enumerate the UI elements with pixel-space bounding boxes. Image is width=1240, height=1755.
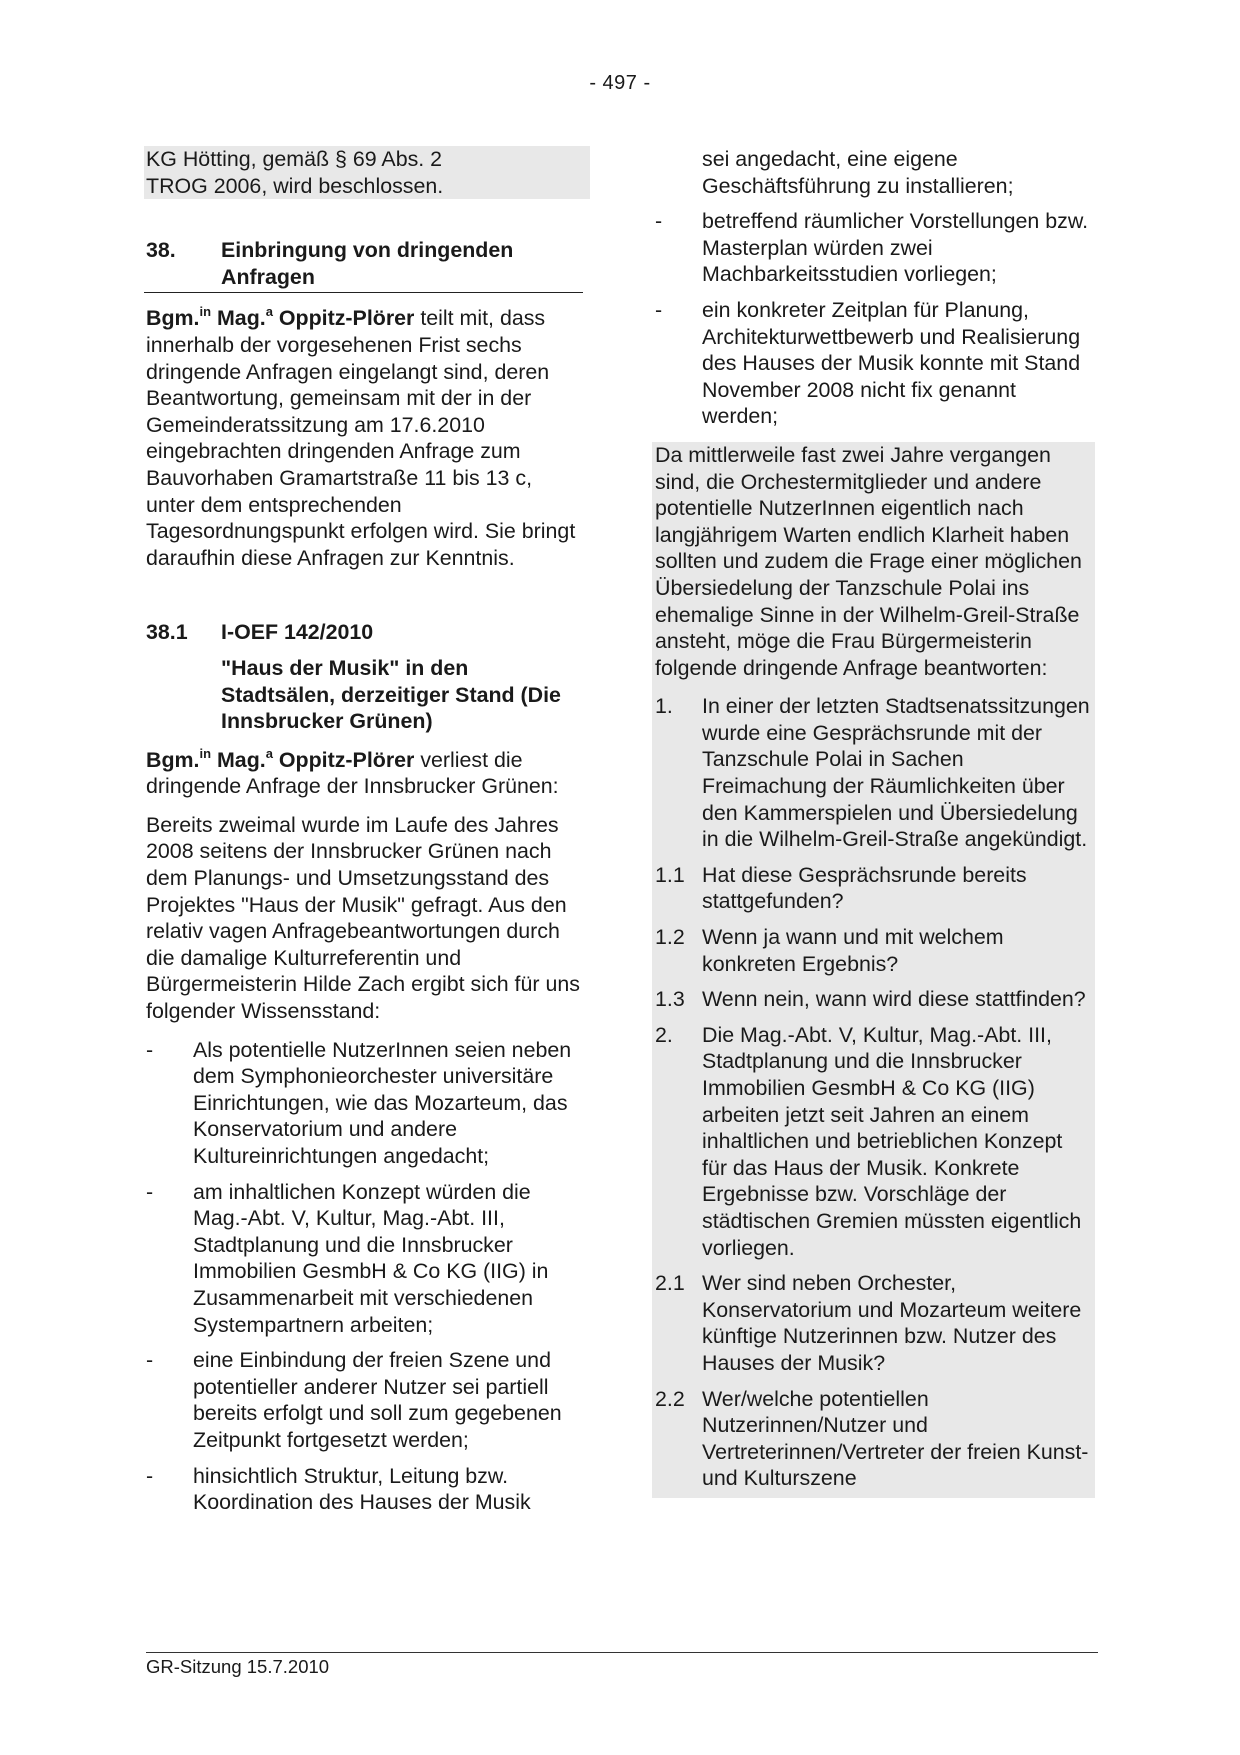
- inquiry-intro-paragraph: Bereits zweimal wurde im Laufe des Jahres 2008 seitens der Innsbrucker Grünen nach dem Planungs- und Umsetzungsstand des Projektes "Haus der Musik" gefragt. Aus den relativ vagen Anfragebeantwortungen durch die damalige Kulturreferentin und Bürgermeisterin Hilde Zach ergibt sich für uns folgender Wissensstand:: [146, 812, 580, 1024]
- subsection-title: "Haus der Musik" in den Stadtsälen, derzeitiger Stand (Die Innsbrucker Grünen): [221, 655, 561, 734]
- inquiry-intro: Da mittlerweile fast zwei Jahre vergangen sind, die Orchestermitglieder und andere potentielle NutzerInnen eigentlich nach langjährigem Warten endlich Klarheit haben sollten und zudem die Frage einer möglichen Übersiedelung der Tanzschule Polai ins ehemalige Sinne in der Wilhelm-Greil-Straße ansteht, möge die Frau Bürgermeisterin folgende dringende Anfrage beantworten:: [655, 442, 1082, 680]
- left-column: [146, 146, 586, 1516]
- list-item: - ein konkreter Zeitplan für Planung, Architekturwettbewerb und Realisierung des Hauses der Musik konnte mit Stand November 2008 nicht fix genannt werden;: [655, 297, 1081, 429]
- resolution-line-2: TROG 2006, wird beschlossen.: [146, 173, 444, 198]
- section-38-1-heading: [146, 619, 586, 646]
- footer-divider: [146, 1652, 1098, 1653]
- resolution-line-1: KG Hötting, gemäß § 69 Abs. 2: [146, 147, 443, 171]
- question-item: 2.2 Wer/welche potentiellen Nutzerinnen/Nutzer und Vertreterinnen/Vertreter der freien Kunst- und Kulturszene: [655, 1386, 1089, 1491]
- section-title: Einbringung von dringenden Anfragen: [221, 238, 514, 289]
- list-continuation: sei angedacht, eine eigene Geschäftsführung zu installieren;: [702, 147, 1014, 198]
- reading-paragraph: Bgm.$^{in}$ Mag.$^a$ Oppitz-Plörer verliest die dringende Anfrage der Innsbrucker Grünen:: [146, 745, 559, 799]
- question-item: 1.1 Hat diese Gesprächsrunde bereits stattgefunden?: [655, 862, 1027, 914]
- inquiry-box: [652, 442, 1095, 1498]
- list-item: - betreffend räumlicher Vorstellungen bzw. Masterplan würden zwei Machbarkeitsstudien vorliegen;: [655, 209, 1089, 287]
- subsection-code: I-OEF 142/2010: [221, 620, 374, 645]
- question-item: 2.1 Wer sind neben Orchester, Konservatorium und Mozarteum weitere künftige Nutzerinnen bzw. Nutzer des Hauses der Musik?: [655, 1271, 1082, 1375]
- list-item: - eine Einbindung der freien Szene und potentieller anderer Nutzer sei partiell bereits erfolgt und soll zum gegebenen Zeitpunkt fortgesetzt werden;: [146, 1348, 562, 1452]
- question-item: 2. Die Mag.-Abt. V, Kultur, Mag.-Abt. III, Stadtplanung und die Innsbrucker Immobilien GesmbH & Co KG (IIG) arbeiten jetzt seit Jahren an einem inhaltlichen und betrieblichen Konzept für das Haus der Musik. Konkrete Ergebnisse bzw. Vorschläge der städtischen Gremien müssten eigentlich vorliegen.: [655, 1022, 1082, 1260]
- list-item: - am inhaltlichen Konzept würden die Mag.-Abt. V, Kultur, Mag.-Abt. III, Stadtplanung und die Innsbrucker Immobilien GesmbH & Co KG (IIG) in Zusammenarbeit mit verschiedenen Systempartnern arbeiten;: [146, 1179, 549, 1337]
- footer-session-date: GR-Sitzung 15.7.2010: [146, 1656, 330, 1677]
- resolution-box: [144, 146, 590, 199]
- question-item: 1.3 Wenn nein, wann wird diese stattfinden?: [655, 987, 1086, 1012]
- list-item: - Als potentielle NutzerInnen seien neben dem Symphonieorchester universitäre Einrichtungen, wie das Mozarteum, das Konservatorium und andere Kultureinrichtungen angedacht;: [146, 1037, 572, 1168]
- subsection-number: 38.1: [146, 620, 188, 645]
- question-item: 1.2 Wenn ja wann und mit welchem konkreten Ergebnis?: [655, 925, 1004, 976]
- right-column: [655, 146, 1095, 1498]
- announcement-paragraph: Bgm.$^{in}$ Mag.$^a$ Oppitz-Plörer teilt mit, dass innerhalb der vorgesehenen Frist sechs dringende Anfragen eingelangt sind, deren Beantwortung, gemeinsam mit der in der Gemeinderatssitzung am 17.6.2010 eingebrachten dringenden Anfrage zum Bauvorhaben Gramartstraße 11 bis 13 c, unter dem entsprechenden Tagesordnungspunkt erfolgen wird. Sie bringt daraufhin diese Anfragen zur Kenntnis.: [146, 304, 576, 570]
- section-38-heading: [144, 237, 583, 293]
- question-item: 1. In einer der letzten Stadtsenatssitzungen wurde eine Gesprächsrunde mit der Tanzschule Polai in Sachen Freimachung der Räumlichkeiten über den Kammerspielen und Übersiedelung in die Wilhelm-Greil-Straße angekündigt.: [655, 694, 1090, 852]
- list-item: - hinsichtlich Struktur, Leitung bzw. Koordination des Hauses der Musik: [146, 1463, 531, 1515]
- page-number: - 497 -: [589, 72, 651, 94]
- section-number: 38.: [146, 238, 176, 263]
